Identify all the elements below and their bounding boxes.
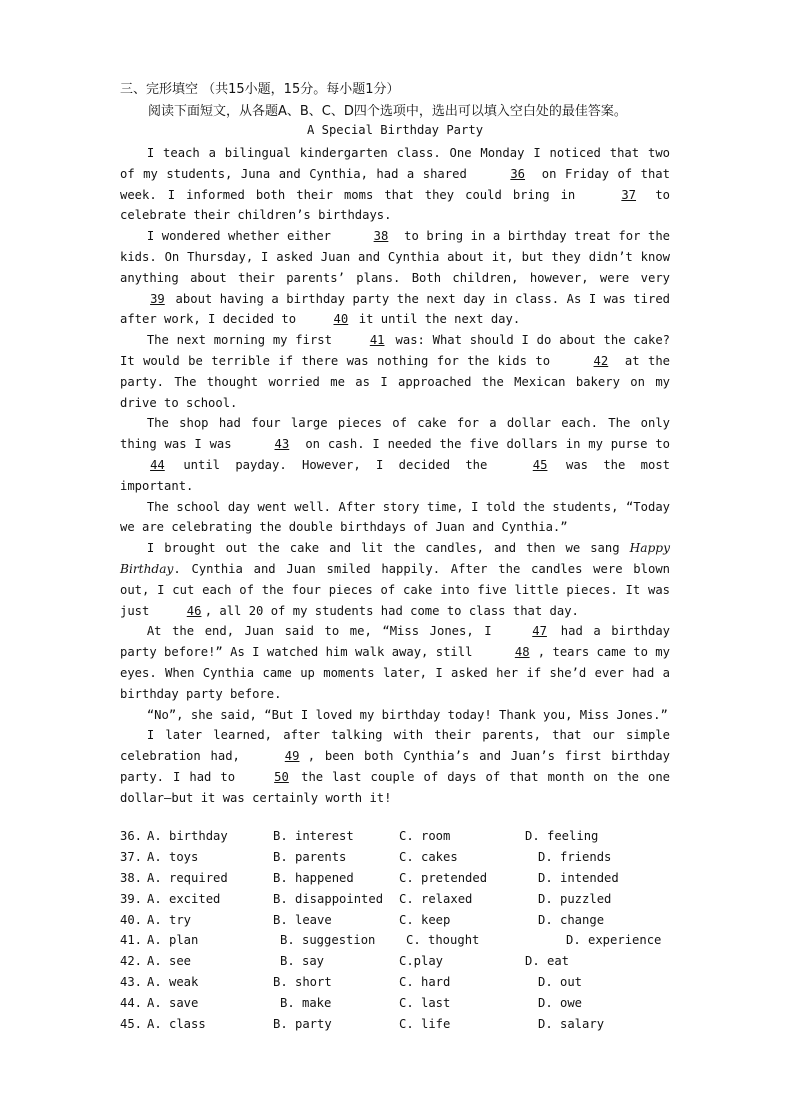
passage-text: on cash. I needed the five dollars in my purse to (297, 437, 671, 452)
blank-41: 41 (369, 333, 385, 348)
option-a: A. plan (147, 933, 199, 948)
option-b: B. interest (273, 829, 354, 843)
blank-44: 44 (150, 457, 165, 472)
passage-text: the last couple of days of that month on the one dollar—but it was certainly worth it! (120, 769, 670, 805)
paragraph-5 (120, 497, 670, 539)
option-d: D. experience (566, 933, 662, 948)
option-row-44 (120, 996, 680, 1017)
option-d: D. salary (538, 1017, 605, 1032)
passage-text: was: What should I do about the cake? It would be terrible if there was nothing for the kids to (120, 333, 670, 368)
option-b: B. leave (273, 912, 332, 927)
passage-text: was the most important. (120, 457, 670, 493)
blank-36: 36 (510, 166, 526, 181)
option-c: C. pretended (399, 870, 488, 885)
question-number: 40. (120, 912, 143, 927)
blank-50: 50 (274, 769, 289, 784)
paragraph-1 (120, 143, 670, 226)
passage-text: on Friday of that week. I informed both their moms that they could bring in (120, 166, 670, 202)
passage-text: , all 20 of my students had come to class that day. (204, 603, 579, 618)
passage-text: had a birthday party before!” As I watched him walk away, still (120, 624, 670, 660)
option-row-43 (120, 975, 680, 996)
option-c: C. life (399, 1017, 451, 1032)
option-a: A. toys (147, 849, 199, 864)
paragraph-8 (120, 705, 670, 726)
option-c: C. room (399, 829, 451, 843)
question-number: 36. (120, 829, 143, 843)
option-a: A. class (147, 1017, 206, 1032)
passage-text: The next morning my first (146, 333, 340, 348)
question-number: 45. (120, 1017, 143, 1032)
option-a: A. birthday (147, 829, 228, 843)
paragraph-2 (120, 226, 670, 330)
question-number: 39. (120, 891, 143, 906)
option-b: B. parents (273, 849, 347, 864)
section-header: 三、完形填空 （共15小题，15分。每小题1分） (120, 82, 400, 97)
option-d: D. friends (538, 849, 612, 864)
option-d: D. eat (525, 954, 570, 969)
blank-38: 38 (373, 229, 389, 244)
blank-45: 45 (532, 457, 548, 472)
passage-text: “No”, she said, “But I loved my birthday today! Thank you, Miss Jones.” (146, 707, 668, 722)
option-b: B. party (273, 1017, 332, 1032)
option-row-39 (120, 892, 680, 913)
option-b: B. happened (273, 870, 354, 885)
option-d: D. owe (538, 996, 583, 1011)
option-c: C. hard (399, 975, 451, 990)
option-b: B. disappointed (273, 891, 384, 906)
blank-40: 40 (333, 312, 349, 327)
paragraph-7 (120, 621, 670, 704)
option-row-36 (120, 829, 680, 850)
passage-text: The shop had four large pieces of cake for a dollar each. The only thing was I was (120, 416, 670, 452)
question-number: 44. (120, 996, 143, 1011)
blank-43: 43 (274, 437, 290, 452)
option-a: A. see (147, 954, 192, 969)
paragraph-4 (120, 413, 670, 496)
question-number: 42. (120, 954, 143, 969)
question-number: 41. (120, 933, 143, 948)
question-number: 38. (120, 870, 143, 885)
option-c: C. keep (399, 912, 451, 927)
passage-text: to celebrate their children’s birthdays. (120, 187, 670, 223)
option-b: B. say (280, 954, 325, 969)
passage-text: At the end, Juan said to me, “Miss Jones, I (146, 624, 503, 639)
passage-text: I wondered whether either (146, 229, 339, 244)
answer-options (120, 829, 680, 1038)
passage-text: The school day went well. After story time, I told the students, “Today we are celebrating the double birthdays of Juan and Cynthia.” (120, 499, 670, 535)
blank-42: 42 (593, 353, 609, 368)
option-d: D. feeling (525, 829, 599, 843)
option-c: C. cakes (399, 849, 458, 864)
paragraph-3 (120, 330, 670, 413)
option-row-41 (120, 933, 680, 954)
option-a: A. excited (147, 891, 221, 906)
blank-48: 48 (514, 645, 530, 660)
passage-text: until payday. However, I decided the (168, 457, 503, 472)
option-b: B. short (273, 975, 332, 990)
paragraph-9 (120, 725, 670, 808)
blank-37: 37 (621, 187, 637, 202)
option-row-37 (120, 850, 680, 871)
option-c: C. last (399, 996, 451, 1011)
option-row-42 (120, 954, 680, 975)
option-d: D. puzzled (538, 891, 612, 906)
blank-49: 49 (284, 749, 300, 764)
option-row-45 (120, 1017, 680, 1038)
passage-text: , tears came to my eyes. When Cynthia came up moments later, I asked her if she’d ever had a birthday party before. (120, 645, 670, 701)
option-c: C. thought (406, 933, 480, 948)
passage-text: I brought out the cake and lit the candles, and then we sang (146, 541, 630, 556)
passage-text: it until the next day. (351, 312, 521, 327)
instruction-text: 阅读下面短文，从各题A、B、C、D四个选项中，选出可以填入空白处的最佳答案。 (148, 104, 627, 119)
option-a: A. weak (147, 975, 199, 990)
option-d: D. out (538, 975, 583, 990)
option-row-40 (120, 913, 680, 934)
option-b: B. make (280, 996, 332, 1011)
option-a: A. try (147, 912, 192, 927)
passage (120, 143, 670, 809)
option-c: C.play (399, 954, 444, 969)
question-number: 37. (120, 849, 143, 864)
blank-47: 47 (532, 624, 547, 639)
passage-title: A Special Birthday Party (306, 123, 484, 137)
passage-text: I teach a bilingual kindergarten class. One Monday I noticed that two of my students, Juna and Cynthia, had a shared (120, 146, 670, 181)
question-number: 43. (120, 975, 143, 990)
passage-text: at the party. The thought worried me as I approached the Mexican bakery on my drive to school. (120, 353, 670, 410)
passage-text: about having a birthday party the next day in class. As I was tired after work, I decided to (120, 291, 670, 327)
option-d: D. intended (538, 870, 619, 885)
option-b: B. suggestion (280, 933, 376, 948)
blank-46: 46 (186, 603, 202, 618)
option-d: D. change (538, 912, 605, 927)
option-row-38 (120, 871, 680, 892)
paragraph-6 (120, 538, 670, 621)
passage-text: , been both Cynthia’s and Juan’s first birthday party. I had to (120, 749, 670, 784)
option-a: A. save (147, 996, 199, 1011)
passage-text: I later learned, after talking with their parents, that our simple celebration had, (120, 728, 670, 764)
passage-text: . Cynthia and Juan smiled happily. After the candles were blown out, I cut each of the four pieces of cake into five little pieces. It was just (120, 561, 670, 618)
option-c: C. relaxed (399, 891, 473, 906)
blank-39: 39 (150, 291, 165, 306)
passage-text: to bring in a birthday treat for the kids. On Thursday, I asked Juan and Cynthia about it, but they didn’t know anything about their parents’ plans. Both children, however, were very (120, 229, 670, 285)
option-a: A. required (147, 870, 228, 885)
song-title: Happy Birthday (120, 541, 670, 576)
